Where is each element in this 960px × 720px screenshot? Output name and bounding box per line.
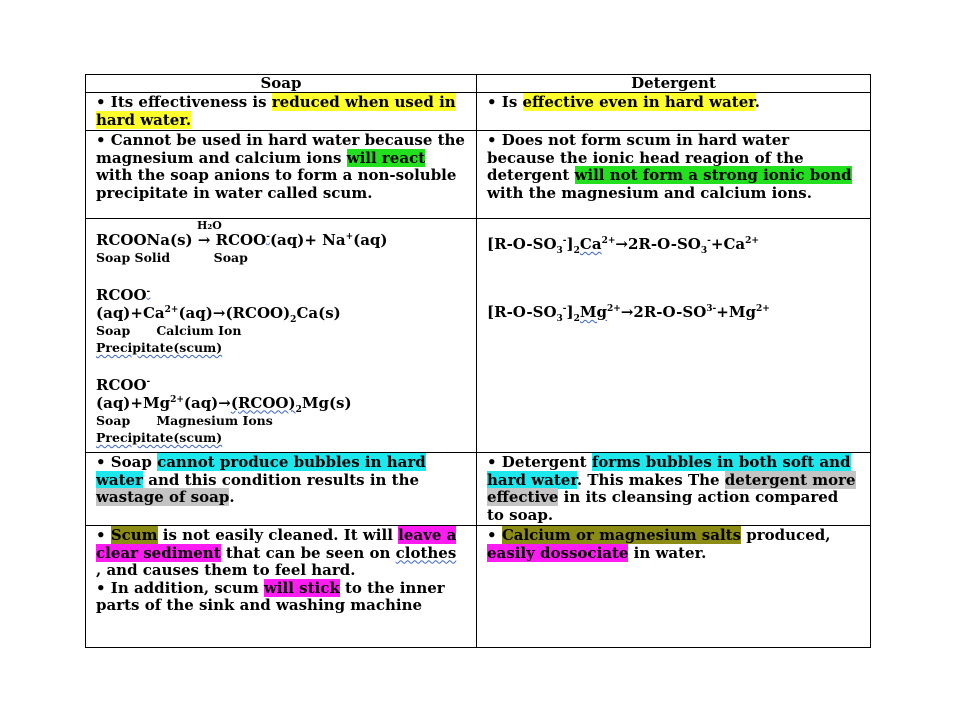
arrow-icon: → (620, 303, 634, 321)
soap-equation-3-line2 (96, 393, 466, 415)
eq-sup: - (707, 236, 711, 246)
eq-sup: 2+ (170, 394, 184, 405)
cell-text: • In addition, scum (96, 578, 264, 597)
cell-text: • Is (487, 93, 523, 111)
soap-equation-2-labels: Soap Calcium Ion (96, 322, 242, 338)
eq-sup: - (266, 232, 270, 242)
detergent-equation-2 (487, 303, 860, 324)
highlight-olive: Calcium or magnesium salts (501, 526, 742, 544)
cell-text: • Detergent (487, 453, 592, 471)
cell-text: , and causes them to feel hard. (96, 561, 356, 579)
cell-text: . This makes The (576, 470, 725, 489)
highlight-magenta: easily dossociate (487, 543, 629, 562)
table-row (86, 526, 871, 648)
eq-text: (aq) (353, 231, 388, 249)
cell-detergent-effectiveness (477, 93, 871, 131)
eq-text: 2R-O-SO (633, 303, 707, 321)
cell-text: to the inner parts of the sink and washing machine (96, 578, 445, 614)
cell-text: in water. (628, 543, 707, 562)
highlight-magenta: leave a clear sediment (96, 526, 457, 562)
eq-text: Mg(s) (301, 393, 352, 412)
highlight-cyan: cannot produce bubbles in hard water (96, 453, 426, 489)
cell-detergent-hard-water (477, 131, 871, 219)
eq-text: Ca (579, 235, 602, 253)
eq-sup: 3- (706, 304, 717, 314)
table-row-equations (86, 219, 871, 453)
cell-text: produced, (741, 526, 831, 544)
eq-sup: - (562, 236, 567, 246)
soap-equation-1-labels: Soap Solid Soap (96, 250, 248, 265)
soap-equation-1 (96, 231, 466, 249)
cell-soap-equations (86, 219, 477, 453)
cell-text: in its cleansing action compared to soap. (487, 488, 839, 524)
table-row (86, 453, 871, 526)
eq-text: (RCOO) (230, 393, 296, 412)
eq-sup: - (146, 376, 151, 387)
cell-text: • Does not form scum in hard water because the ionic head reagion of the detergent (487, 131, 804, 184)
header-detergent: Detergent (477, 75, 871, 93)
cell-text: . (754, 93, 760, 111)
arrow-icon: → (212, 303, 226, 322)
eq-text: RCOO (210, 231, 267, 249)
eq-sup: 2+ (755, 304, 770, 314)
cell-text: with the soap anions to form a non-soluble precipitate in water called scum. (96, 166, 457, 202)
header-soap: Soap (86, 75, 477, 93)
cell-soap-hard-water (86, 131, 477, 219)
arrow-icon: → (615, 235, 628, 253)
eq-sup: - (562, 304, 567, 314)
highlight-yellow: effective even in hard water (522, 93, 755, 111)
arrow-icon: → (197, 231, 211, 249)
eq-text: ] (566, 303, 574, 321)
soap-equation-3-precipitate: Precipitate(scum) (96, 430, 223, 445)
eq-sub: 2 (573, 246, 580, 256)
eq-text: Ca(s) (296, 303, 341, 322)
cell-soap-scum (86, 526, 477, 648)
cell-detergent-equations (477, 219, 871, 453)
highlight-yellow: reduced when used in hard water. (96, 93, 456, 129)
soap-equation-3-line1 (96, 376, 466, 394)
soap-equation-2-line1 (96, 286, 466, 304)
cell-text: . (229, 488, 235, 506)
eq-sub: 3 (556, 314, 563, 324)
soap-equation-3-labels: Soap Magnesium Ions (96, 412, 273, 428)
soap-equation-2-line2 (96, 303, 466, 325)
header-row (86, 75, 871, 93)
highlight-magenta: will stick (263, 578, 340, 597)
cell-text: • (96, 526, 111, 544)
eq-text: 2R-O-SO (627, 235, 701, 253)
eq-text: RCOONa(s) (96, 231, 198, 249)
cell-soap-effectiveness (86, 93, 477, 131)
cell-text: • (487, 526, 502, 544)
eq-text: +Mg (716, 303, 756, 321)
eq-text: (RCOO) (225, 303, 291, 322)
eq-text: (aq)+ Na (269, 231, 346, 249)
eq-sup: 2+ (601, 236, 616, 246)
highlight-cyan: forms bubbles in both soft and hard water (487, 453, 851, 489)
eq-text: Mg (579, 303, 608, 321)
highlight-olive: Scum (110, 526, 158, 544)
highlight-gray: wastage of soap (96, 488, 230, 506)
h2o-label: H₂O (197, 219, 222, 232)
cell-text: with the magnesium and calcium ions. (487, 183, 812, 202)
table-row (86, 93, 871, 131)
eq-text: (aq)+Ca (96, 303, 165, 322)
cell-detergent-salts (477, 526, 871, 648)
eq-text: (aq)+Mg (96, 393, 171, 412)
eq-sub: 2 (290, 314, 297, 325)
highlight-green: will not form a strong ionic bond (574, 166, 852, 184)
cell-text: • Its effectiveness is (96, 93, 272, 111)
eq-text: [R-O-SO (487, 303, 557, 321)
cell-soap-bubbles (86, 453, 477, 526)
cell-text: that can be seen on (220, 543, 396, 562)
cell-text: is not easily cleaned. It will (157, 526, 399, 544)
eq-text: [R-O-SO (487, 235, 557, 253)
highlight-gray: detergent more effective (487, 470, 856, 506)
eq-sub: 3 (556, 246, 563, 256)
cell-text: • Soap (96, 453, 158, 471)
cell-text: • Cannot be used in hard water because the magnesium and calcium ions (96, 131, 465, 167)
eq-sub: 2 (295, 404, 302, 415)
eq-text: ] (566, 235, 574, 253)
eq-sub: 2 (573, 314, 580, 324)
soap-equation-2-precipitate: Precipitate(scum) (96, 340, 223, 355)
eq-sub: 3 (700, 246, 708, 256)
cell-detergent-bubbles (477, 453, 871, 526)
eq-sup: 2+ (607, 304, 621, 314)
highlight-green: will react (346, 148, 426, 167)
arrow-icon: → (218, 393, 231, 412)
eq-text: RCOO (96, 285, 147, 304)
cell-text: and this condition results in the (143, 470, 420, 489)
eq-sup: 2+ (164, 304, 179, 315)
eq-text: (aq) (178, 303, 213, 322)
eq-text: RCOO (96, 375, 147, 394)
eq-sup: + (345, 232, 354, 242)
eq-text: +Ca (710, 235, 746, 253)
detergent-equation-1 (487, 235, 860, 256)
cell-text: clothes (395, 543, 457, 562)
eq-sup: - (146, 286, 151, 297)
comparison-table (85, 74, 871, 648)
eq-sup: 2+ (745, 236, 759, 246)
eq-text: (aq) (183, 393, 219, 412)
table-row (86, 131, 871, 219)
